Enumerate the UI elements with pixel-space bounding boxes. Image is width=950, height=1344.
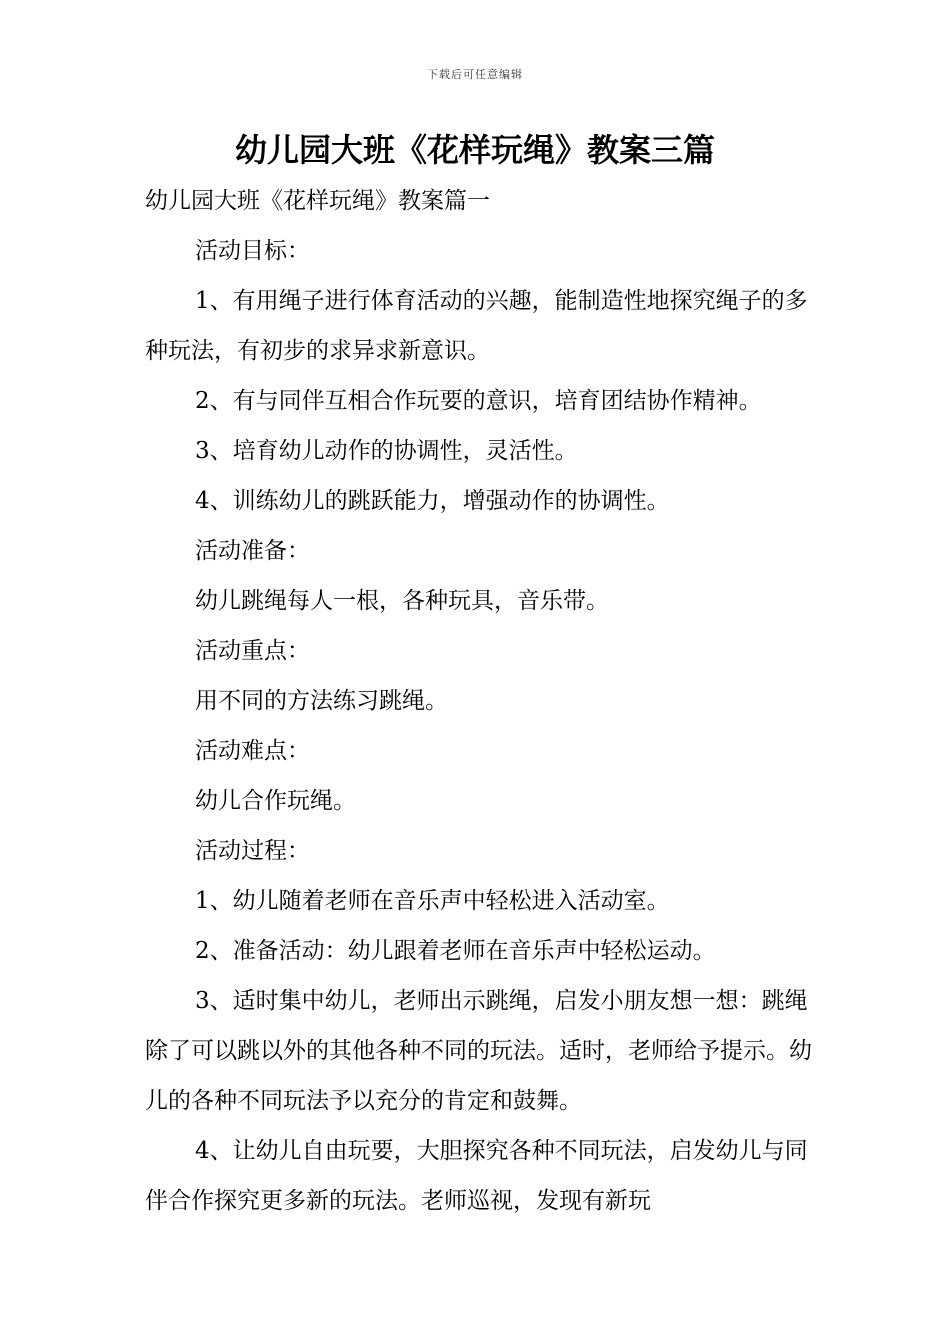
paragraph: 1、有用绳子进行体育活动的兴趣，能制造性地探究绳子的多种玩法，有初步的求异求新意识。 <box>145 288 808 364</box>
paragraph: 1、幼儿随着老师在音乐声中轻松进入活动室。 <box>195 888 670 914</box>
section-heading: 幼儿园大班《花样玩绳》教案篇一 <box>145 188 490 214</box>
paragraph: 活动难点： <box>195 738 310 764</box>
paragraph: 幼儿跳绳每人一根，各种玩具，音乐带。 <box>195 588 609 614</box>
paragraph: 4、训练幼儿的跳跃能力，增强动作的协调性。 <box>195 488 670 514</box>
document-body <box>145 176 815 1226</box>
paragraph: 4、让幼儿自由玩要，大胆探究各种不同玩法，启发幼儿与同伴合作探究更多新的玩法。老师巡视，发现有新玩 <box>145 1138 808 1214</box>
paragraph: 2、有与同伴互相合作玩要的意识，培育团结协作精神。 <box>195 388 762 414</box>
header-note: 下载后可任意编辑 <box>427 68 523 81</box>
paragraph: 用不同的方法练习跳绳。 <box>195 688 448 714</box>
paragraph: 活动目标： <box>195 238 310 264</box>
paragraph: 活动准备： <box>195 538 310 564</box>
document-title: 幼儿园大班《花样玩绳》教案三篇 <box>234 131 715 169</box>
paragraph: 3、培育幼儿动作的协调性，灵活性。 <box>195 438 578 464</box>
paragraph: 活动重点： <box>195 638 310 664</box>
paragraph: 2、准备活动：幼儿跟着老师在音乐声中轻松运动。 <box>195 938 716 964</box>
paragraph: 幼儿合作玩绳。 <box>195 788 356 814</box>
paragraph: 3、适时集中幼儿，老师出示跳绳，启发小朋友想一想：跳绳除了可以跳以外的其他各种不同的玩法。适时，老师给予提示。幼儿的各种不同玩法予以充分的肯定和鼓舞。 <box>145 988 812 1114</box>
paragraph: 活动过程： <box>195 838 310 864</box>
